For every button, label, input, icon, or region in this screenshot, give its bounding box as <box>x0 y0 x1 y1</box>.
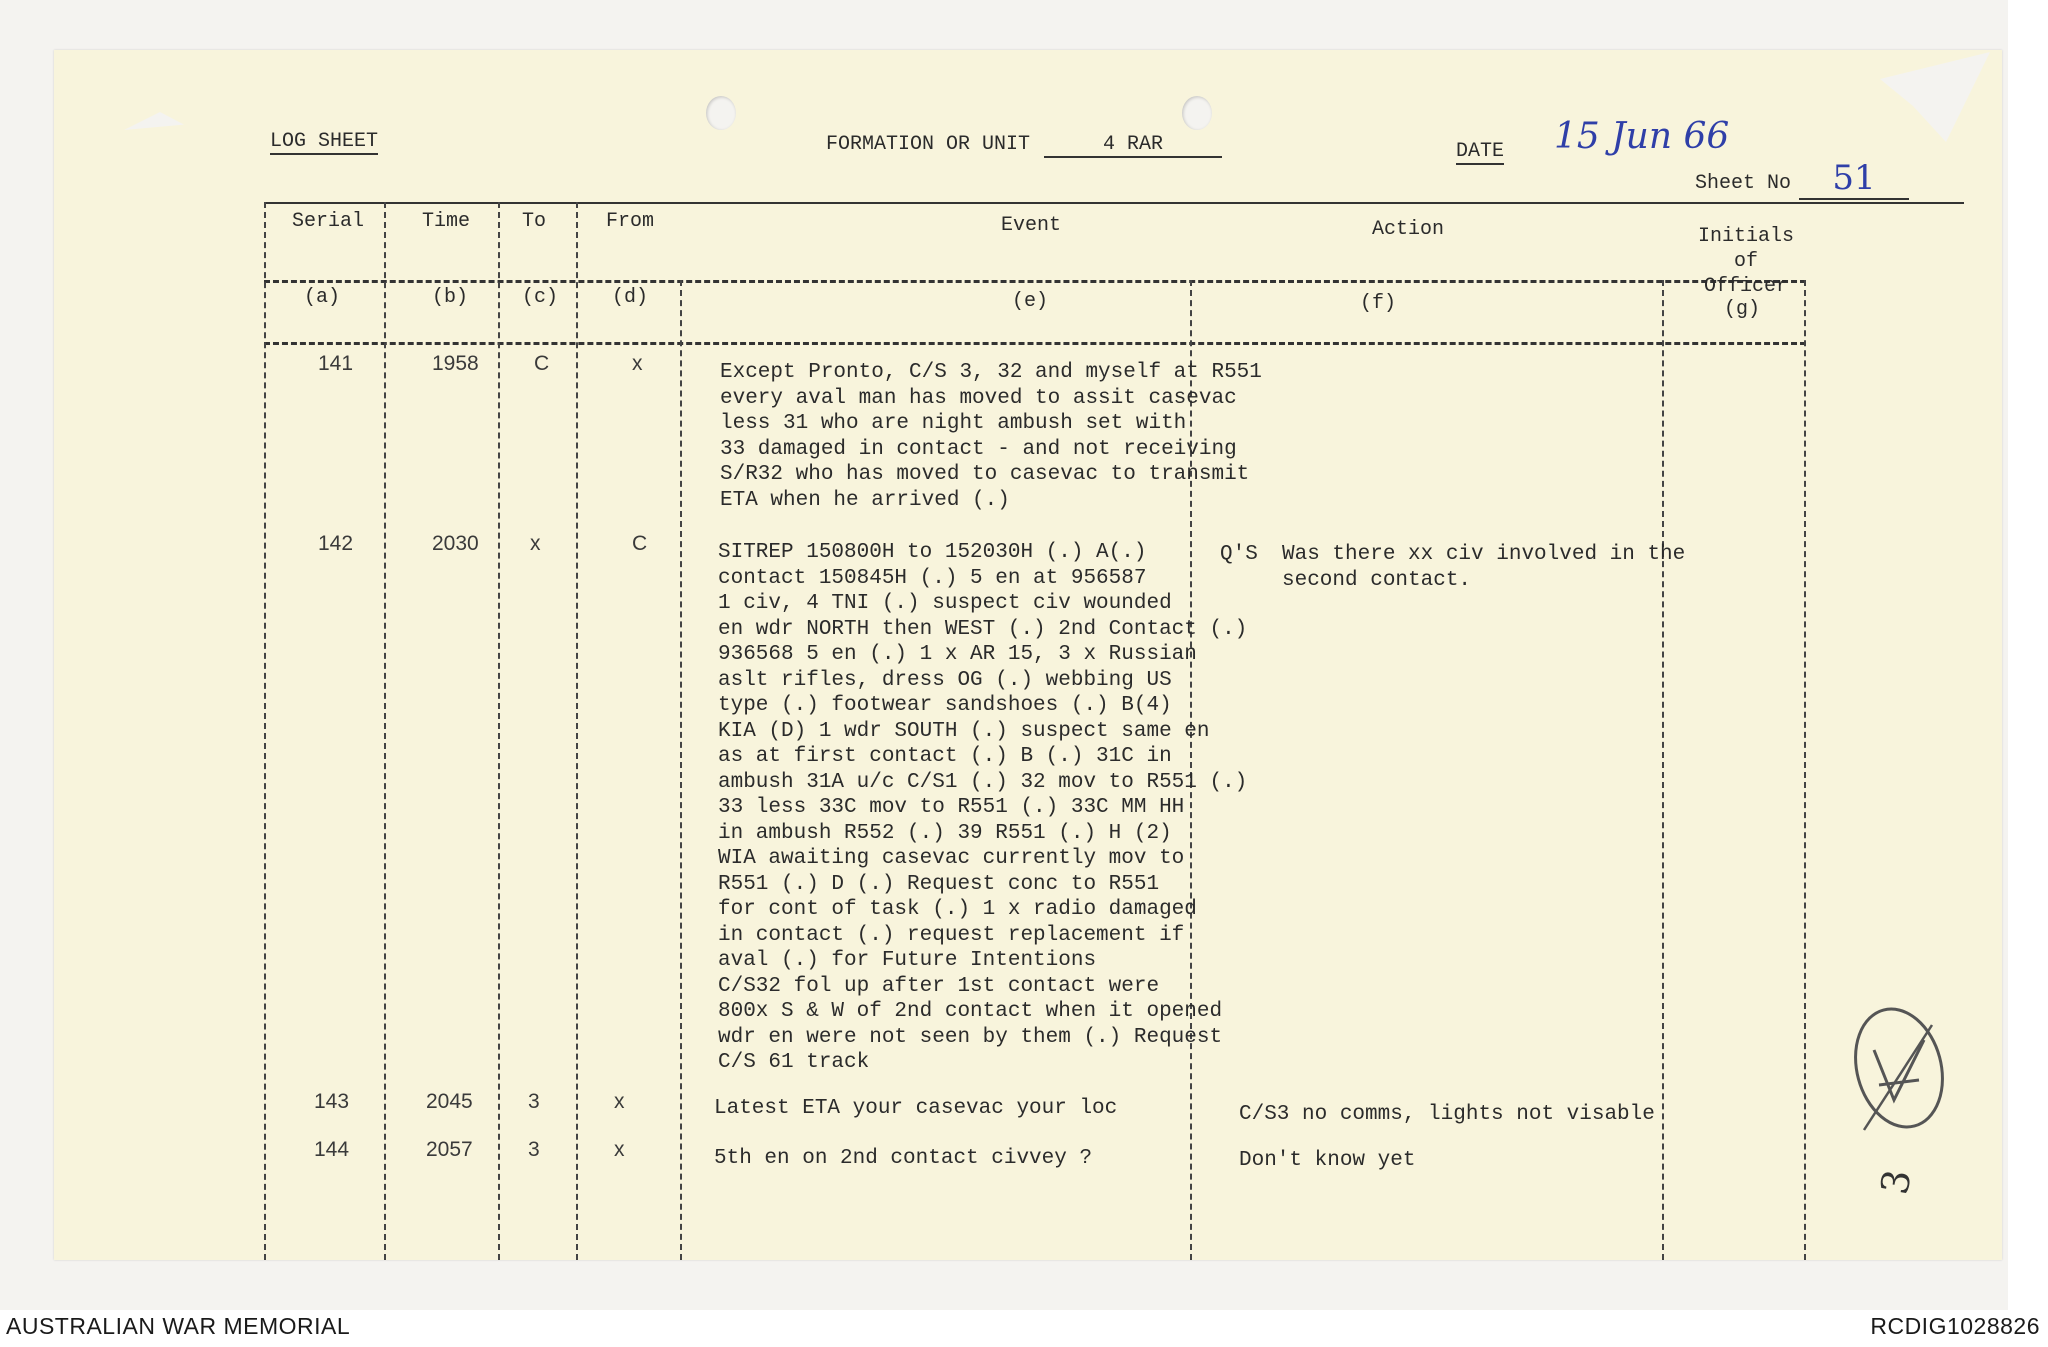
col-name-event: Event <box>1001 214 1062 237</box>
punch-hole <box>1182 96 1212 130</box>
date-value: 15 Jun 66 <box>1554 116 1730 157</box>
to-cell: 3 <box>528 1138 540 1161</box>
time-cell: 2030 <box>432 532 479 555</box>
col-name-action: Action <box>1372 218 1445 241</box>
margin-note: 3 <box>1872 1166 1920 1198</box>
action-prefix: Q'S <box>1220 543 1258 566</box>
archive-label: AUSTRALIAN WAR MEMORIAL <box>6 1313 351 1339</box>
punch-hole <box>706 96 736 130</box>
archive-id: RCDIG1028826 <box>1870 1313 2040 1339</box>
action-cell: Was there xx civ involved in the second contact. <box>1282 543 1686 592</box>
time-cell: 2045 <box>426 1090 473 1113</box>
col-code-d: (d) <box>612 286 649 309</box>
col-code-f: (f) <box>1360 292 1397 315</box>
col-name-initials: Initials of Officer <box>1697 225 1794 298</box>
paper-tear <box>124 112 184 130</box>
formation-value: 4 RAR <box>1044 133 1222 158</box>
header-bottom-rule <box>264 342 1806 345</box>
col-name-from: From <box>606 210 655 233</box>
time-cell: 1958 <box>432 352 479 375</box>
column-rule <box>264 202 266 1260</box>
from-cell: C <box>632 532 648 555</box>
event-cell: Except Pronto, C/S 3, 32 and myself at R551 every aval man has moved to assit casevac less 31 who are night ambush set with 33 damaged in contact - and not receiving S/R32 who has moved to casevac to transmit ETA when he arrived (.) <box>720 361 1262 512</box>
col-name-serial: Serial <box>292 210 365 233</box>
column-rule <box>680 280 682 1260</box>
column-rule <box>1662 280 1664 1260</box>
paper-corner-tear <box>1880 52 1990 142</box>
table-top-rule <box>264 202 1964 204</box>
event-cell: 5th en on 2nd contact civvey ? <box>714 1147 1093 1170</box>
sheet-label: Sheet No <box>1695 172 1792 195</box>
log-sheet-title: LOG SHEET <box>270 130 379 153</box>
serial-cell: 142 <box>318 532 354 555</box>
col-code-g: (g) <box>1724 298 1761 321</box>
time-cell: 2057 <box>426 1138 473 1161</box>
handwritten-initials-mark <box>1844 980 1954 1190</box>
col-code-e: (e) <box>1012 290 1049 313</box>
serial-cell: 143 <box>314 1090 350 1113</box>
date-label: DATE <box>1456 140 1505 163</box>
column-rule <box>576 202 578 1260</box>
sheet-value: 51 <box>1799 158 1909 200</box>
action-cell: C/S3 no comms, lights not visable <box>1239 1103 1655 1126</box>
col-name-to: To <box>522 210 547 233</box>
formation-label: FORMATION OR UNIT <box>826 133 1031 156</box>
event-cell: SITREP 150800H to 152030H (.) A(.) contact 150845H (.) 5 en at 956587 1 civ, 4 TNI (.) suspect civ wounded en wdr NORTH then WEST (.) 2nd Contact (.) 936568 5 en (.) 1 x AR 15, 3 x Russian aslt rifles, dress OG (.) webbing US type (.) footwear sandshoes (.) B(4) KIA (D) 1 wdr SOUTH (.) suspect same en as at first contact (.) B (.) 31C in ambush 31A u/c C/S1 (.) 32 mov to R551 (.) 33 less 33C mov to R551 (.) 33C MM HH in ambush R552 (.) 39 R551 (.) H (2) WIA awaiting casevac currently mov to R551 (.) D (.) Request conc to R551 for cont of task (.) 1 x radio damaged in contact (.) request replacement if aval (.) for Future Intentions C/S32 fol up after 1st contact were 800x S & W of 2nd contact when it opened wdr en were not seen by them (.) Request C/S 61 track <box>718 541 1248 1074</box>
header-divider-rule <box>264 280 1806 283</box>
column-rule <box>1804 280 1806 1260</box>
from-cell: x <box>614 1138 625 1161</box>
action-cell: Don't know yet <box>1239 1149 1416 1172</box>
col-code-a: (a) <box>304 286 341 309</box>
from-cell: x <box>614 1090 625 1113</box>
to-cell: C <box>534 352 550 375</box>
column-rule <box>498 202 500 1260</box>
col-code-c: (c) <box>522 286 559 309</box>
to-cell: 3 <box>528 1090 540 1113</box>
from-cell: x <box>632 352 643 375</box>
col-code-b: (b) <box>432 286 469 309</box>
serial-cell: 141 <box>318 352 354 375</box>
log-sheet-paper <box>54 50 2002 1260</box>
column-rule <box>384 202 386 1260</box>
to-cell: x <box>530 532 541 555</box>
serial-cell: 144 <box>314 1138 350 1161</box>
event-cell: Latest ETA your casevac your loc <box>714 1097 1118 1120</box>
col-name-time: Time <box>422 210 471 233</box>
